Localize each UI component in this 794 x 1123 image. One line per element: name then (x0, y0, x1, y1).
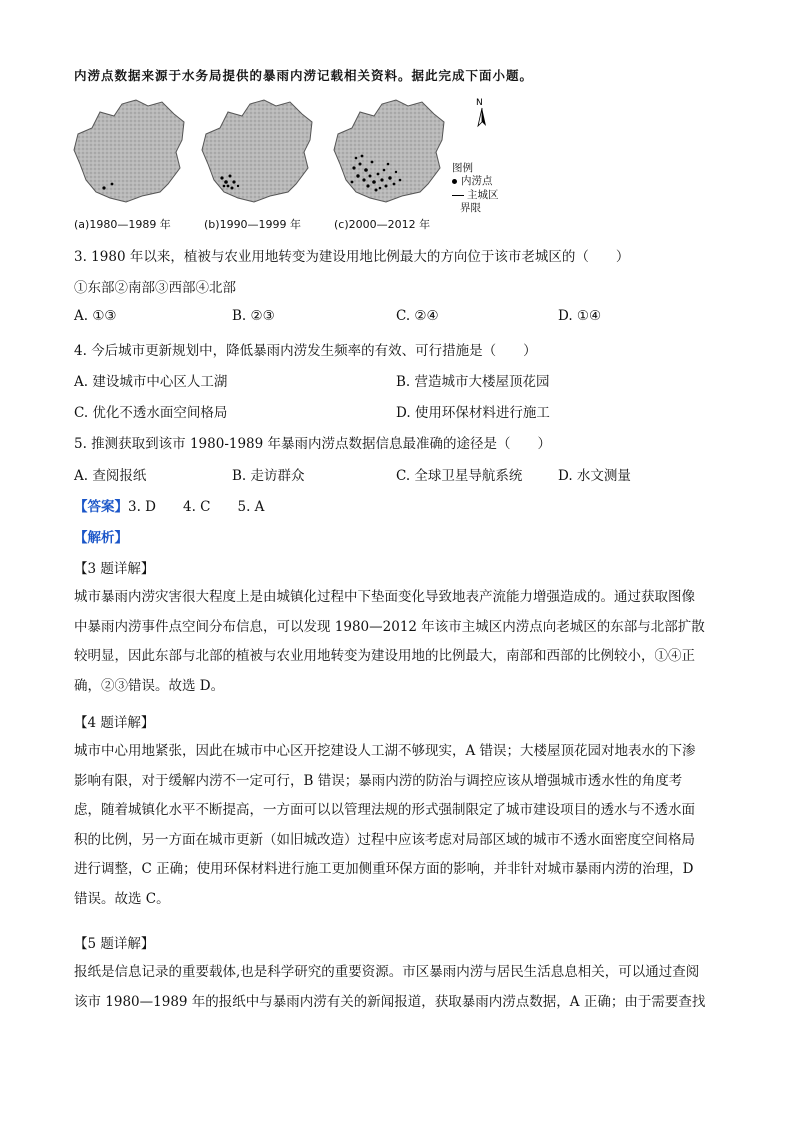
legend-point-row (452, 173, 493, 188)
detail-5-line: 报纸是信息记录的重要载体,也是科学研究的重要资源。市区暴雨内涝与居民生活息息相关，可以通过查阅 (74, 964, 700, 980)
detail-3-line: 较明显，因此东部与北部的植被与农业用地转变为建设用地的比例最大，南部和西部的比例较小，①④正 (74, 648, 695, 664)
svg-text:N: N (476, 98, 483, 108)
detail-4-line: 积的比例，另一方面在城市更新（如旧城改造）过程中应该考虑对局部区域的城市不透水面密度空间格局 (74, 831, 695, 848)
point-symbol-icon (452, 179, 457, 184)
q4-option-d: D. 使用环保材料进行施工 (396, 405, 550, 421)
detail-4-line: 影响有限，对于缓解内涝不一定可行，B 错误；暴雨内涝的防治与调控应该从增强城市透水性的角度考 (74, 772, 683, 789)
answer-text: 3. D 4. C 5. A (128, 499, 265, 515)
legend-title: 图例 (452, 162, 473, 174)
q4-option-a: A. 建设城市中心区人工湖 (74, 374, 228, 390)
detail-3-line: 中暴雨内涝事件点空间分布信息，可以发现 1980—2012 年该市主城区内涝点向老城区的东部与北部扩散 (74, 618, 705, 635)
q5-stem: 5. 推测获取到该市 1980-1989 年暴雨内涝点数据信息最准确的途径是（ ） (74, 436, 552, 452)
detail-3-body (74, 583, 722, 701)
legend-point-label: 内涝点 (461, 175, 493, 187)
caption-b: (b)1990—1999 年 (204, 218, 302, 231)
detail-5-title: 【5 题详解】 (74, 936, 155, 952)
detail-4-line: 进行调整，C 正确；使用环保材料进行施工更加侧重环保方面的影响，并非针对城市暴雨内涝的治理，D (74, 861, 694, 877)
q3-option-d: D. ①④ (558, 308, 602, 324)
detail-5-line: 该市 1980—1989 年的报纸中与暴雨内涝有关的新闻报道，获取暴雨内涝点数据，A 正确；由于需要查找 (74, 993, 706, 1010)
map-2000-2012 (330, 92, 448, 214)
detail-4-line: 城市中心用地紧张，因此在城市中心区开挖建设人工湖不够现实，A 错误；大楼屋顶花园对地表水的下渗 (74, 743, 696, 759)
q5-option-d: D. 水文测量 (558, 468, 631, 484)
caption-a: (a)1980—1989 年 (74, 218, 171, 231)
q4-option-c: C. 优化不透水面空间格局 (74, 405, 228, 421)
detail-4-body (74, 737, 722, 914)
detail-3-title: 【3 题详解】 (74, 561, 155, 577)
intro-text: 内涝点数据来源于水务局提供的暴雨内涝记载相关资料。据此完成下面小题。 (74, 68, 534, 83)
legend-line-label-2: 界限 (460, 202, 481, 214)
detail-4-title: 【4 题详解】 (74, 715, 155, 731)
detail-4-line: 错误。故选 C。 (74, 890, 170, 907)
q4-stem: 4. 今后城市更新规划中，降低暴雨内涝发生频率的有效、可行措施是（ ） (74, 343, 537, 359)
detail-3-line: 确，②③错误。故选 D。 (74, 677, 225, 694)
legend-line-label-1: 主城区 (467, 189, 499, 201)
q3-option-a: A. ①③ (74, 308, 117, 324)
detail-4-line: 虑，随着城镇化水平不断提高，一方面可以以管理法规的形式强制限定了城市建设项目的透水与不透水面 (74, 802, 695, 818)
q4-option-b: B. 营造城市大楼屋顶花园 (396, 374, 550, 390)
answer-tag: 【答案】 (74, 499, 128, 515)
analysis-tag: 【解析】 (74, 530, 128, 546)
map-1990-1999 (198, 92, 316, 214)
boundary-line-icon (452, 195, 464, 196)
q5-option-a: A. 查阅报纸 (74, 468, 147, 484)
q3-sub: ①东部②南部③西部④北部 (74, 280, 236, 296)
q5-option-c: C. 全球卫星导航系统 (396, 468, 523, 484)
answer-line (74, 495, 264, 515)
north-arrow-icon (472, 96, 492, 130)
q3-stem: 3. 1980 年以来，植被与农业用地转变为建设用地比例最大的方向位于该市老城区的（ ） (74, 249, 630, 265)
caption-c: (c)2000—2012 年 (334, 218, 431, 231)
q3-option-b: B. ②③ (232, 308, 275, 324)
q5-option-b: B. 走访群众 (232, 468, 305, 484)
q3-option-c: C. ②④ (396, 308, 439, 324)
detail-3-line: 城市暴雨内涝灾害很大程度上是由城镇化过程中下垫面变化导致地表产流能力增强造成的。通过获取图像 (74, 589, 695, 605)
map-1980-1989 (70, 92, 188, 214)
detail-5-body (74, 958, 722, 1017)
